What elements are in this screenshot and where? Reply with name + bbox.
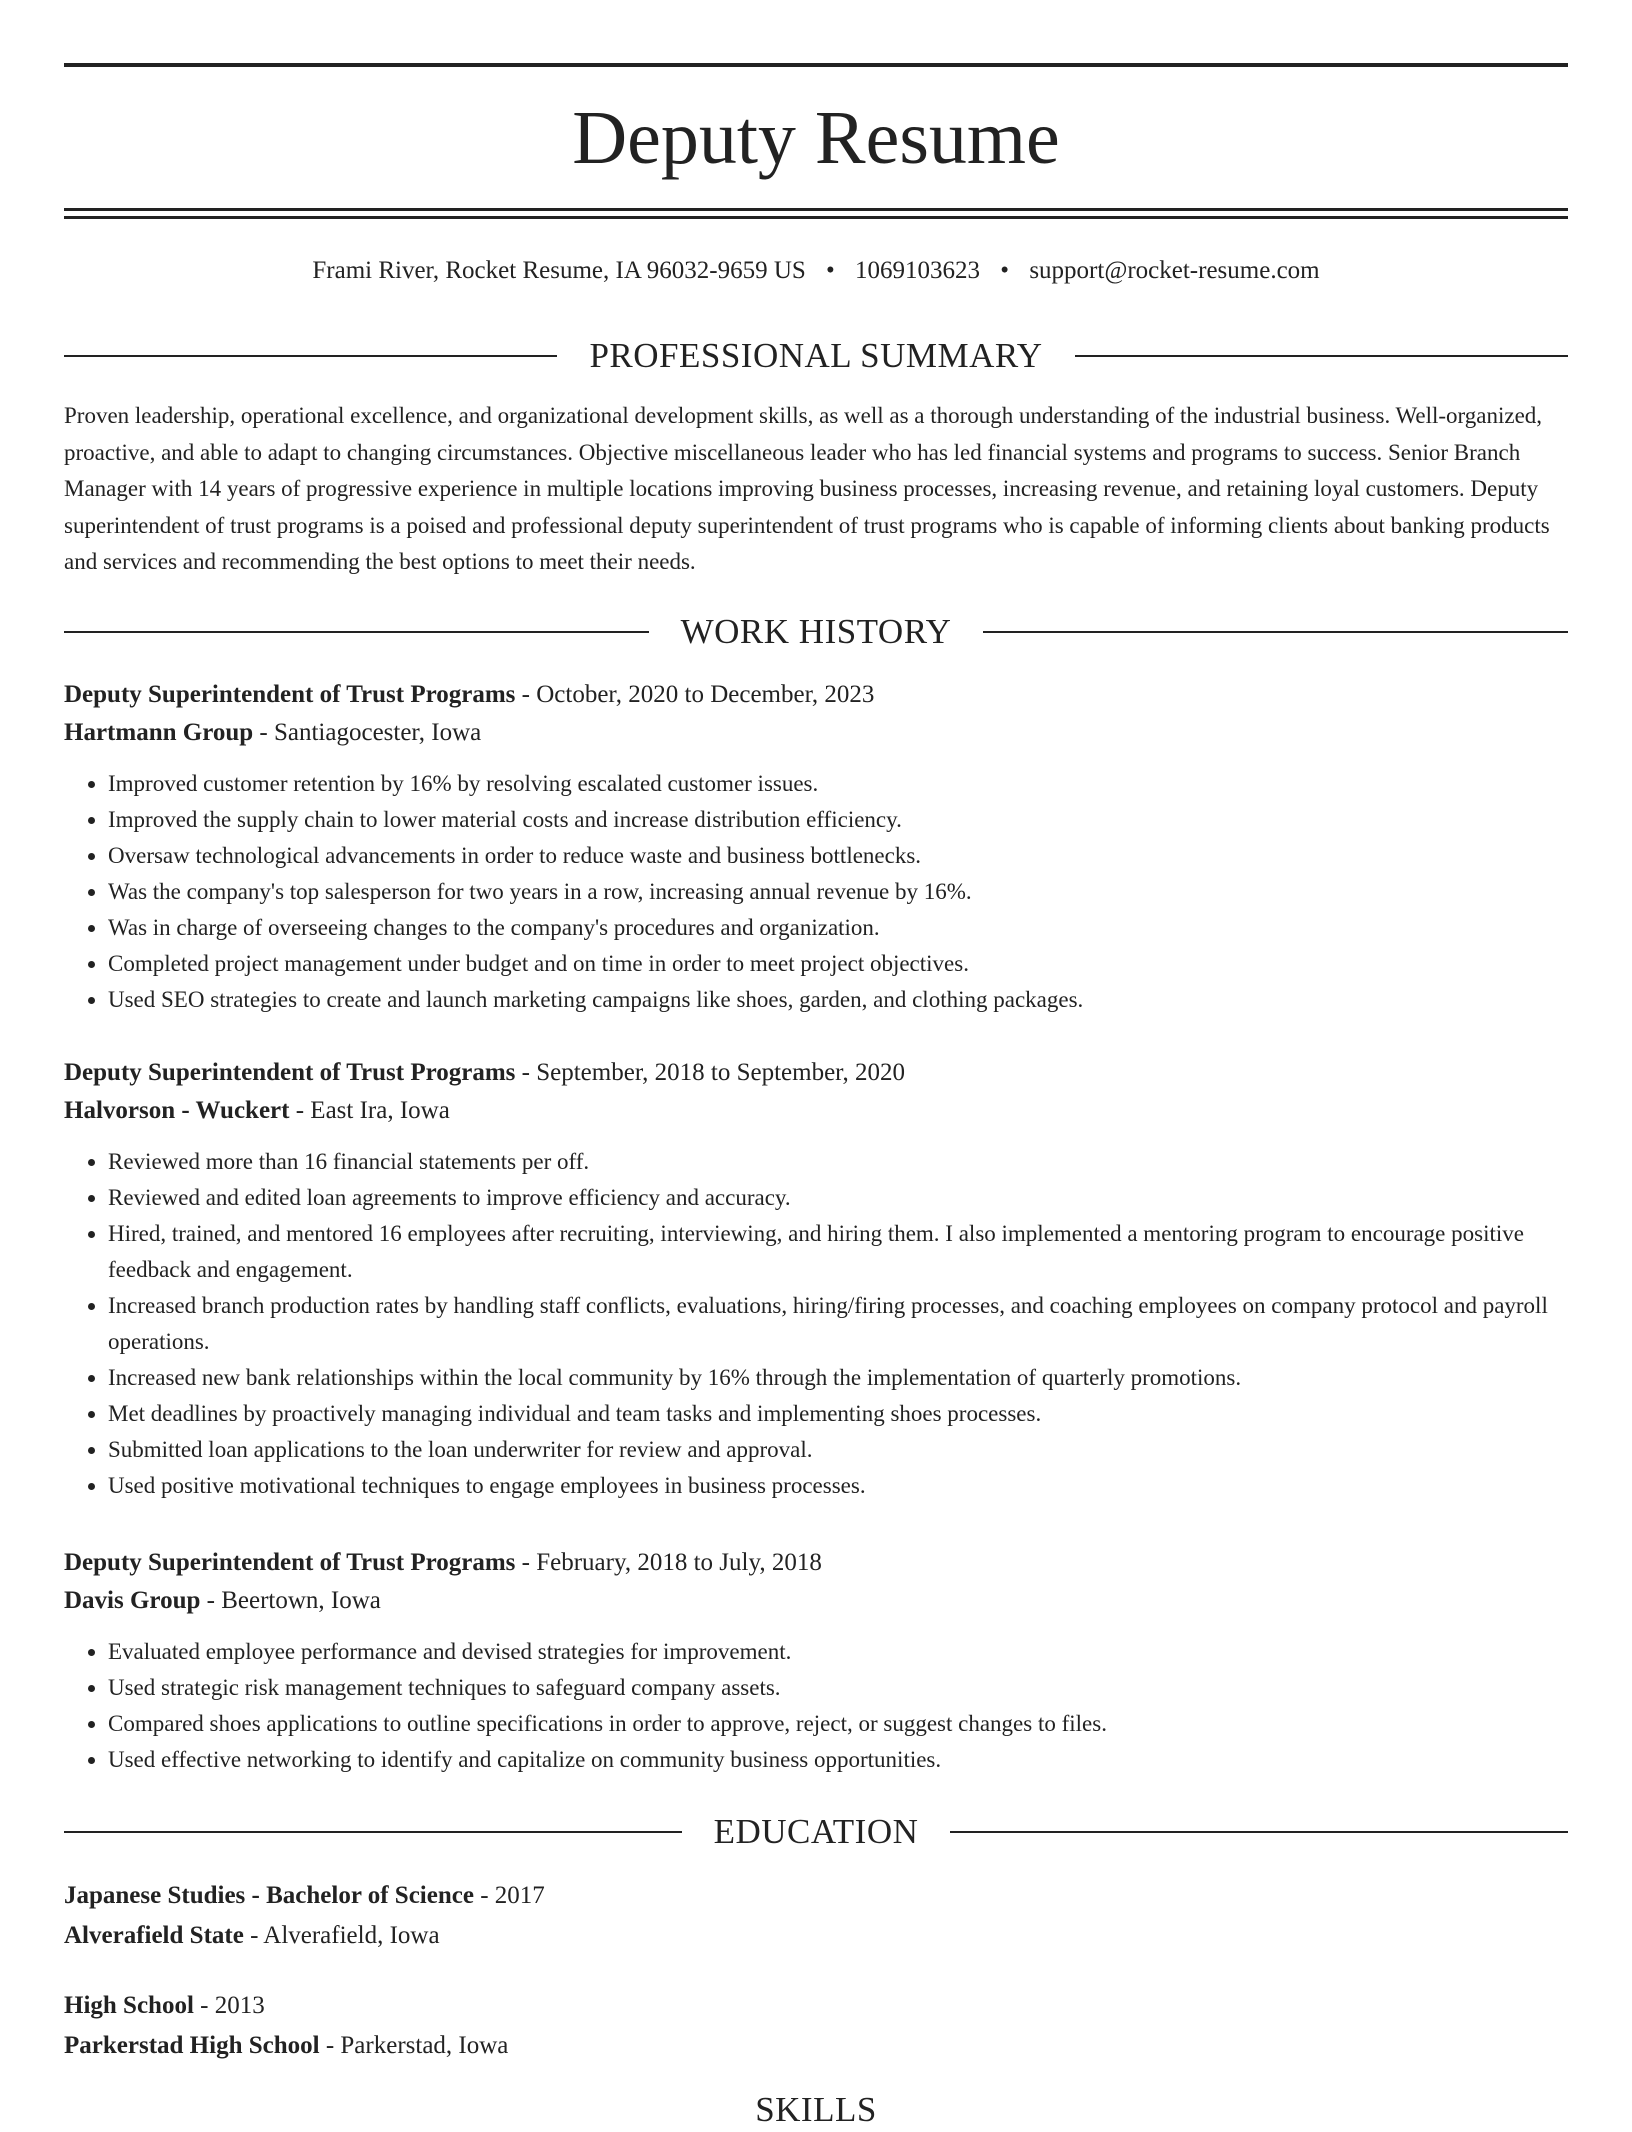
edu-degree: Japanese Studies - Bachelor of Science <box>64 1882 474 1909</box>
job-bullet: • Oversaw technological advancements in order to reduce waste and business bottlenecks. <box>108 838 1568 874</box>
resume-title: Deputy Resume <box>572 96 1060 180</box>
edu-location: - Alverafield, Iowa <box>243 1922 440 1949</box>
heading-rule-right <box>950 1831 1568 1833</box>
job-bullet: • Submitted loan applications to the loan underwriter for review and approval. <box>108 1432 1568 1468</box>
edu-school-line <box>64 2026 1568 2066</box>
job-company: Davis Group <box>64 1587 201 1614</box>
heading-rule-right <box>983 631 1568 633</box>
contact-separator: • <box>1000 257 1010 284</box>
heading-rule-left <box>64 355 557 357</box>
job-title: Deputy Superintendent of Trust Programs <box>64 1059 516 1086</box>
contact-line <box>64 254 1568 288</box>
title-rule-upper <box>64 208 1568 211</box>
job-bullet: • Used strategic risk management techniques to safeguard company assets. <box>108 1670 1568 1706</box>
edu-location: - Parkerstad, Iowa <box>319 2032 509 2059</box>
job-bullet: • Improved customer retention by 16% by resolving escalated customer issues. <box>108 766 1568 802</box>
job-bullet: • Hired, trained, and mentored 16 employees after recruiting, interviewing, and hiring them. I also implemented a mentoring program to encourage positive feedback and engagement. <box>108 1216 1568 1288</box>
job-dates: - October, 2020 to December, 2023 <box>515 681 875 708</box>
section-heading-summary <box>64 334 1568 378</box>
section-title: WORK HISTORY <box>680 612 952 651</box>
edu-year: - 2017 <box>473 1882 545 1909</box>
job-entry <box>64 1544 1568 1778</box>
job-company-line <box>64 1582 1568 1620</box>
edu-degree: High School <box>64 1992 194 2019</box>
heading-rule-left <box>64 1831 682 1833</box>
summary-text: Proven leadership, operational excellence, and organizational development skills, as well as a thorough understanding of the industrial business. Well-organized, proactive, and able to adapt to changing circumstances. Objective miscellaneous leader who has led financial systems and programs to success. Senior Branch Manager with 14 years of progressive experience in multiple locations improving business processes, increasing revenue, and retaining loyal customers. Deputy superintendent of trust programs is a poised and professional deputy superintendent of trust programs who is capable of informing clients about banking products and services and recommending the best options to meet their needs. <box>64 403 1550 574</box>
section-title: EDUCATION <box>713 1812 919 1851</box>
job-location: - Beertown, Iowa <box>200 1587 381 1614</box>
job-title-line <box>64 1544 1568 1582</box>
job-entry <box>64 676 1568 1018</box>
education-entry <box>64 1876 1568 1956</box>
contact-email: support@rocket-resume.com <box>1029 257 1320 284</box>
job-company: Halvorson - Wuckert <box>64 1097 290 1124</box>
heading-rule-right <box>1075 355 1568 357</box>
job-title: Deputy Superintendent of Trust Programs <box>64 681 516 708</box>
contact-phone: 1069103623 <box>855 257 981 284</box>
job-bullet: • Completed project management under budget and on time in order to meet project objectives. <box>108 946 1568 982</box>
job-dates: - September, 2018 to September, 2020 <box>515 1059 905 1086</box>
job-bullet: • Was the company's top salesperson for two years in a row, increasing annual revenue by 16%. <box>108 874 1568 910</box>
edu-school-line <box>64 1916 1568 1956</box>
section-heading-skills <box>64 2088 1568 2132</box>
job-bullet: • Used positive motivational techniques to engage employees in business processes. <box>108 1468 1568 1504</box>
section-heading-education <box>64 1810 1568 1854</box>
edu-school: Alverafield State <box>64 1922 244 1949</box>
job-bullet: • Reviewed more than 16 financial statements per off. <box>108 1144 1568 1180</box>
job-bullet: • Used effective networking to identify and capitalize on community business opportunities. <box>108 1742 1568 1778</box>
job-dates: - February, 2018 to July, 2018 <box>515 1549 822 1576</box>
job-bullet: • Met deadlines by proactively managing individual and team tasks and implementing shoes processes. <box>108 1396 1568 1432</box>
job-bullets <box>64 1634 1568 1778</box>
job-bullet: • Compared shoes applications to outline specifications in order to approve, reject, or suggest changes to files. <box>108 1706 1568 1742</box>
job-bullet: • Improved the supply chain to lower material costs and increase distribution efficiency. <box>108 802 1568 838</box>
edu-degree-line <box>64 1876 1568 1916</box>
job-entry <box>64 1054 1568 1504</box>
edu-school: Parkerstad High School <box>64 2032 320 2059</box>
job-bullet: • Increased branch production rates by handling staff conflicts, evaluations, hiring/firing processes, and coaching employees on company protocol and payroll operations. <box>108 1288 1568 1360</box>
job-title-line <box>64 676 1568 714</box>
job-bullet: • Evaluated employee performance and devised strategies for improvement. <box>108 1634 1568 1670</box>
edu-degree-line <box>64 1986 1568 2026</box>
section-title: PROFESSIONAL SUMMARY <box>589 336 1043 375</box>
contact-address: Frami River, Rocket Resume, IA 96032-9659 US <box>312 257 806 284</box>
job-company-line <box>64 1092 1568 1130</box>
job-bullets <box>64 1144 1568 1504</box>
job-company-line <box>64 714 1568 752</box>
job-bullets <box>64 766 1568 1018</box>
job-bullet: • Was in charge of overseeing changes to the company's procedures and organization. <box>108 910 1568 946</box>
job-location: - East Ira, Iowa <box>289 1097 450 1124</box>
education-entry <box>64 1986 1568 2066</box>
edu-year: - 2013 <box>193 1992 265 2019</box>
job-company: Hartmann Group <box>64 719 254 746</box>
top-rule <box>64 63 1568 67</box>
contact-separator: • <box>826 257 835 284</box>
job-bullet: • Used SEO strategies to create and launch marketing campaigns like shoes, garden, and clothing packages. <box>108 982 1568 1018</box>
job-location: - Santiagocester, Iowa <box>253 719 482 746</box>
job-bullet: • Increased new bank relationships within the local community by 16% through the implementation of quarterly promotions. <box>108 1360 1568 1396</box>
title-rule-lower <box>64 216 1568 219</box>
job-title-line <box>64 1054 1568 1092</box>
job-title: Deputy Superintendent of Trust Programs <box>64 1549 516 1576</box>
section-title: SKILLS <box>755 2090 877 2129</box>
section-heading-work <box>64 610 1568 654</box>
job-bullet: • Reviewed and edited loan agreements to improve efficiency and accuracy. <box>108 1180 1568 1216</box>
heading-rule-left <box>64 631 649 633</box>
